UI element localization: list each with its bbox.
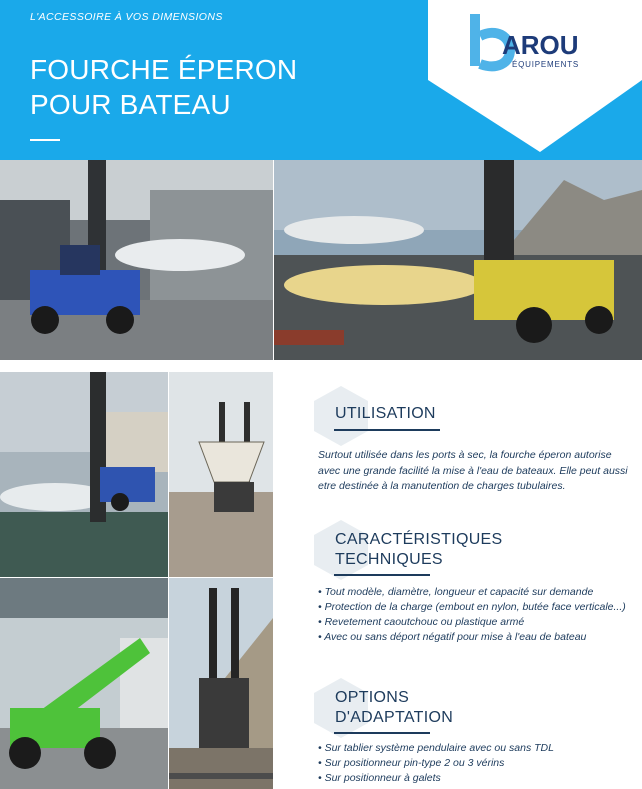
caracteristiques-list — [318, 585, 638, 645]
section-title-caracteristiques — [335, 530, 503, 570]
logo-subtitle: ÉQUIPEMENTS — [512, 60, 580, 69]
section-divider — [334, 574, 430, 576]
section-title-utilisation: UTILISATION — [335, 405, 436, 422]
section-options-header — [312, 678, 642, 740]
section-divider — [334, 429, 440, 431]
section-caracteristiques-header — [312, 520, 642, 582]
list-item: • Sur tablier système pendulaire avec ou sans TDL — [318, 741, 638, 756]
tagline: L'ACCESSOIRE À VOS DIMENSIONS — [30, 11, 223, 23]
section-title-line-2: D'ADAPTATION — [335, 709, 454, 726]
list-item: • Sur positionneur à galets — [318, 771, 638, 786]
section-utilisation-header — [312, 386, 642, 446]
photo-forklift-boatyard — [0, 160, 273, 360]
logo-text: AROU — [502, 30, 579, 60]
section-divider — [334, 732, 430, 734]
list-item: • Avec ou sans déport négatif pour mise à l'eau de bateau — [318, 630, 638, 645]
page-title — [30, 52, 297, 122]
photo-fork-mast — [169, 372, 273, 577]
list-item: • Protection de la charge (embout en nylon, butée face verticale...) — [318, 600, 638, 615]
photo-forklift-harbour — [274, 160, 642, 360]
section-title-line-1: CARACTÉRISTIQUES — [335, 531, 503, 548]
section-title-line-2: TECHNIQUES — [335, 551, 443, 568]
title-line-1: FOURCHE ÉPERON — [30, 54, 298, 85]
photo-forklift-quarry — [169, 578, 273, 789]
section-title-line-1: OPTIONS — [335, 689, 410, 706]
options-list — [318, 741, 638, 786]
title-line-2: POUR BATEAU — [30, 89, 231, 120]
title-divider — [30, 139, 60, 141]
list-item: • Tout modèle, diamètre, longueur et capacité sur demande — [318, 585, 638, 600]
section-title-options — [335, 688, 453, 728]
list-item: • Revetement caoutchouc ou plastique armé — [318, 615, 638, 630]
utilisation-body: Surtout utilisée dans les ports à sec, la fourche éperon autorise avec une grande facilité la mise à l'eau de bateaux. Elle peut aussi etre destinée à la manutention de charges tubulaires. — [318, 449, 628, 492]
photo-boat-launch — [0, 372, 168, 577]
list-item: • Sur positionneur pin-type 2 ou 3 vérins — [318, 756, 638, 771]
photo-green-telehandler — [0, 578, 168, 789]
